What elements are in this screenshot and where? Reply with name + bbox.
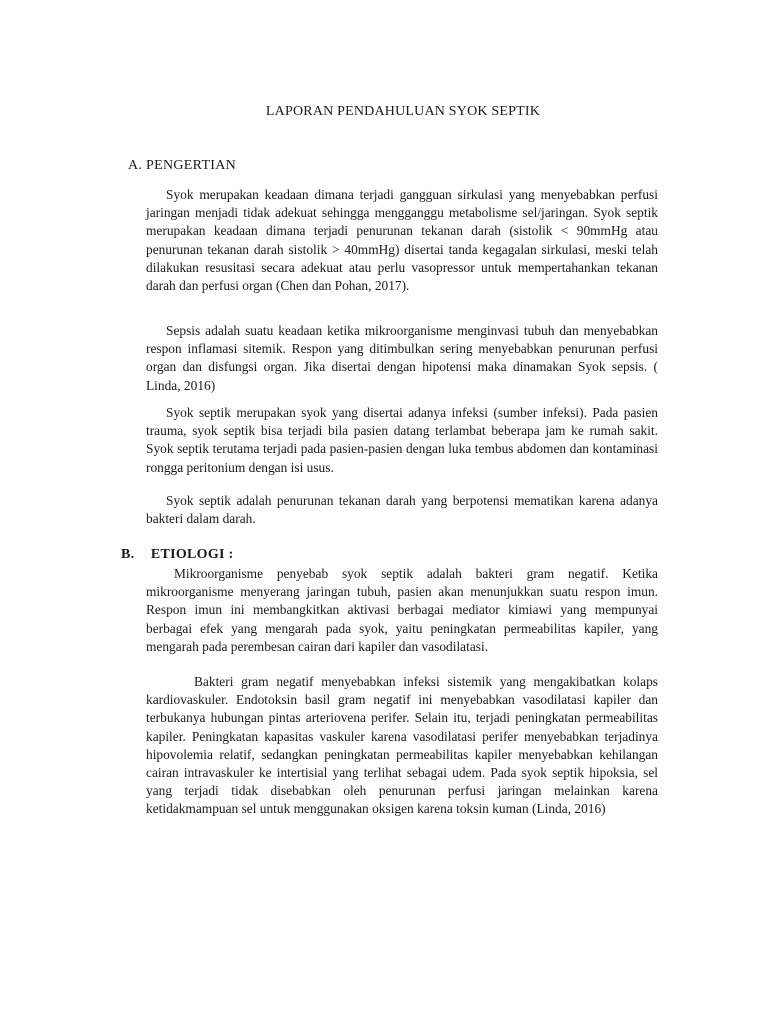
paragraph-pengertian-1: Syok merupakan keadaan dimana terjadi gangguan sirkulasi yang menyebabkan perfusi jaringan menjadi tidak adekuat sehingga mengganggu metabolisme sel/jaringan. Syok septik merupakan keadaan dimana terjadi penurunan tekanan darah (sistolik < 90mmHg atau penurunan tekanan darah sistolik > 40mmHg) disertai tanda kegagalan sirkulasi, meski telah dilakukan resusitasi secara adekuat atau perlu vasopressor untuk mempertahankan tekanan darah dan perfusi organ (Chen dan Pohan, 2017). [146,187,658,294]
document-title: LAPORAN PENDAHULUAN SYOK SEPTIK [265,104,541,119]
paragraph-etiologi-2: Bakteri gram negatif menyebabkan infeksi sistemik yang mengakibatkan kolaps kardiovaskuler. Endotoksin basil gram negatif ini menyebabkan vasodilatasi kapiler dan terbukanya hubungan pintas arteriovena perifer. Selain itu, terjadi peningkatan permeabilitas kapiler. Peningkatan kapasitas vaskuler karena vasodilatasi perifer menyebabkan terjadinya hipovolemia relatif, sedangkan peningkatan permeabilitas kapiler menyebabkan kehilangan cairan intravaskuler ke intertisial yang terlihat sebagai udem. Pada syok septik hipoksia, sel yang terjadi tidak disebabkan oleh penurunan perfusi jaringan melainkan karena ketidakmampuan sel untuk menggunakan oksigen karena toksin kuman (Linda, 2016) [146,674,658,817]
paragraph-pengertian-4: Syok septik adalah penurunan tekanan darah yang berpotensi mematikan karena adanya bakteri dalam darah. [146,493,658,527]
paragraph-etiologi-1: Mikroorganisme penyebab syok septik adalah bakteri gram negatif. Ketika mikroorganisme menyerang jaringan tubuh, pasien akan menunjukkan suatu respon imun. Respon imun ini membangkitkan aktivasi berbagai mediator kimiawi yang mempunyai berbagai efek yang mengarah pada syok, yaitu peningkatan permeabilitas kapiler, yang mengarah pada perembesan cairan dari kapiler dan vasodilatasi. [146,566,658,654]
paragraph-pengertian-2: Sepsis adalah suatu keadaan ketika mikroorganisme menginvasi tubuh dan menyebabkan respon inflamasi sitemik. Respon yang ditimbulkan sering menyebabkan penurunan perfusi organ dan disfungsi organ. Jika disertai dengan hipotensi maka dinamakan Syok sepsis. ( Linda, 2016) [146,323,658,393]
section-a-number: A. [128,158,143,173]
section-b-number: B. [121,547,135,562]
section-b-heading [121,547,234,563]
section-a-title: PENGERTIAN [146,158,237,173]
section-b-title: ETIOLOGI : [150,547,234,562]
paragraph-pengertian-3: Syok septik merupakan syok yang disertai adanya infeksi (sumber infeksi). Pada pasien trauma, syok septik bisa terjadi bila pasien datang terlambat beberapa jam ke rumah sakit. Syok septik terutama terjadi pada pasien-pasien dengan luka tembus abdomen dan kontaminasi rongga peritonium dengan isi usus. [146,405,658,475]
section-a-heading [128,158,236,174]
